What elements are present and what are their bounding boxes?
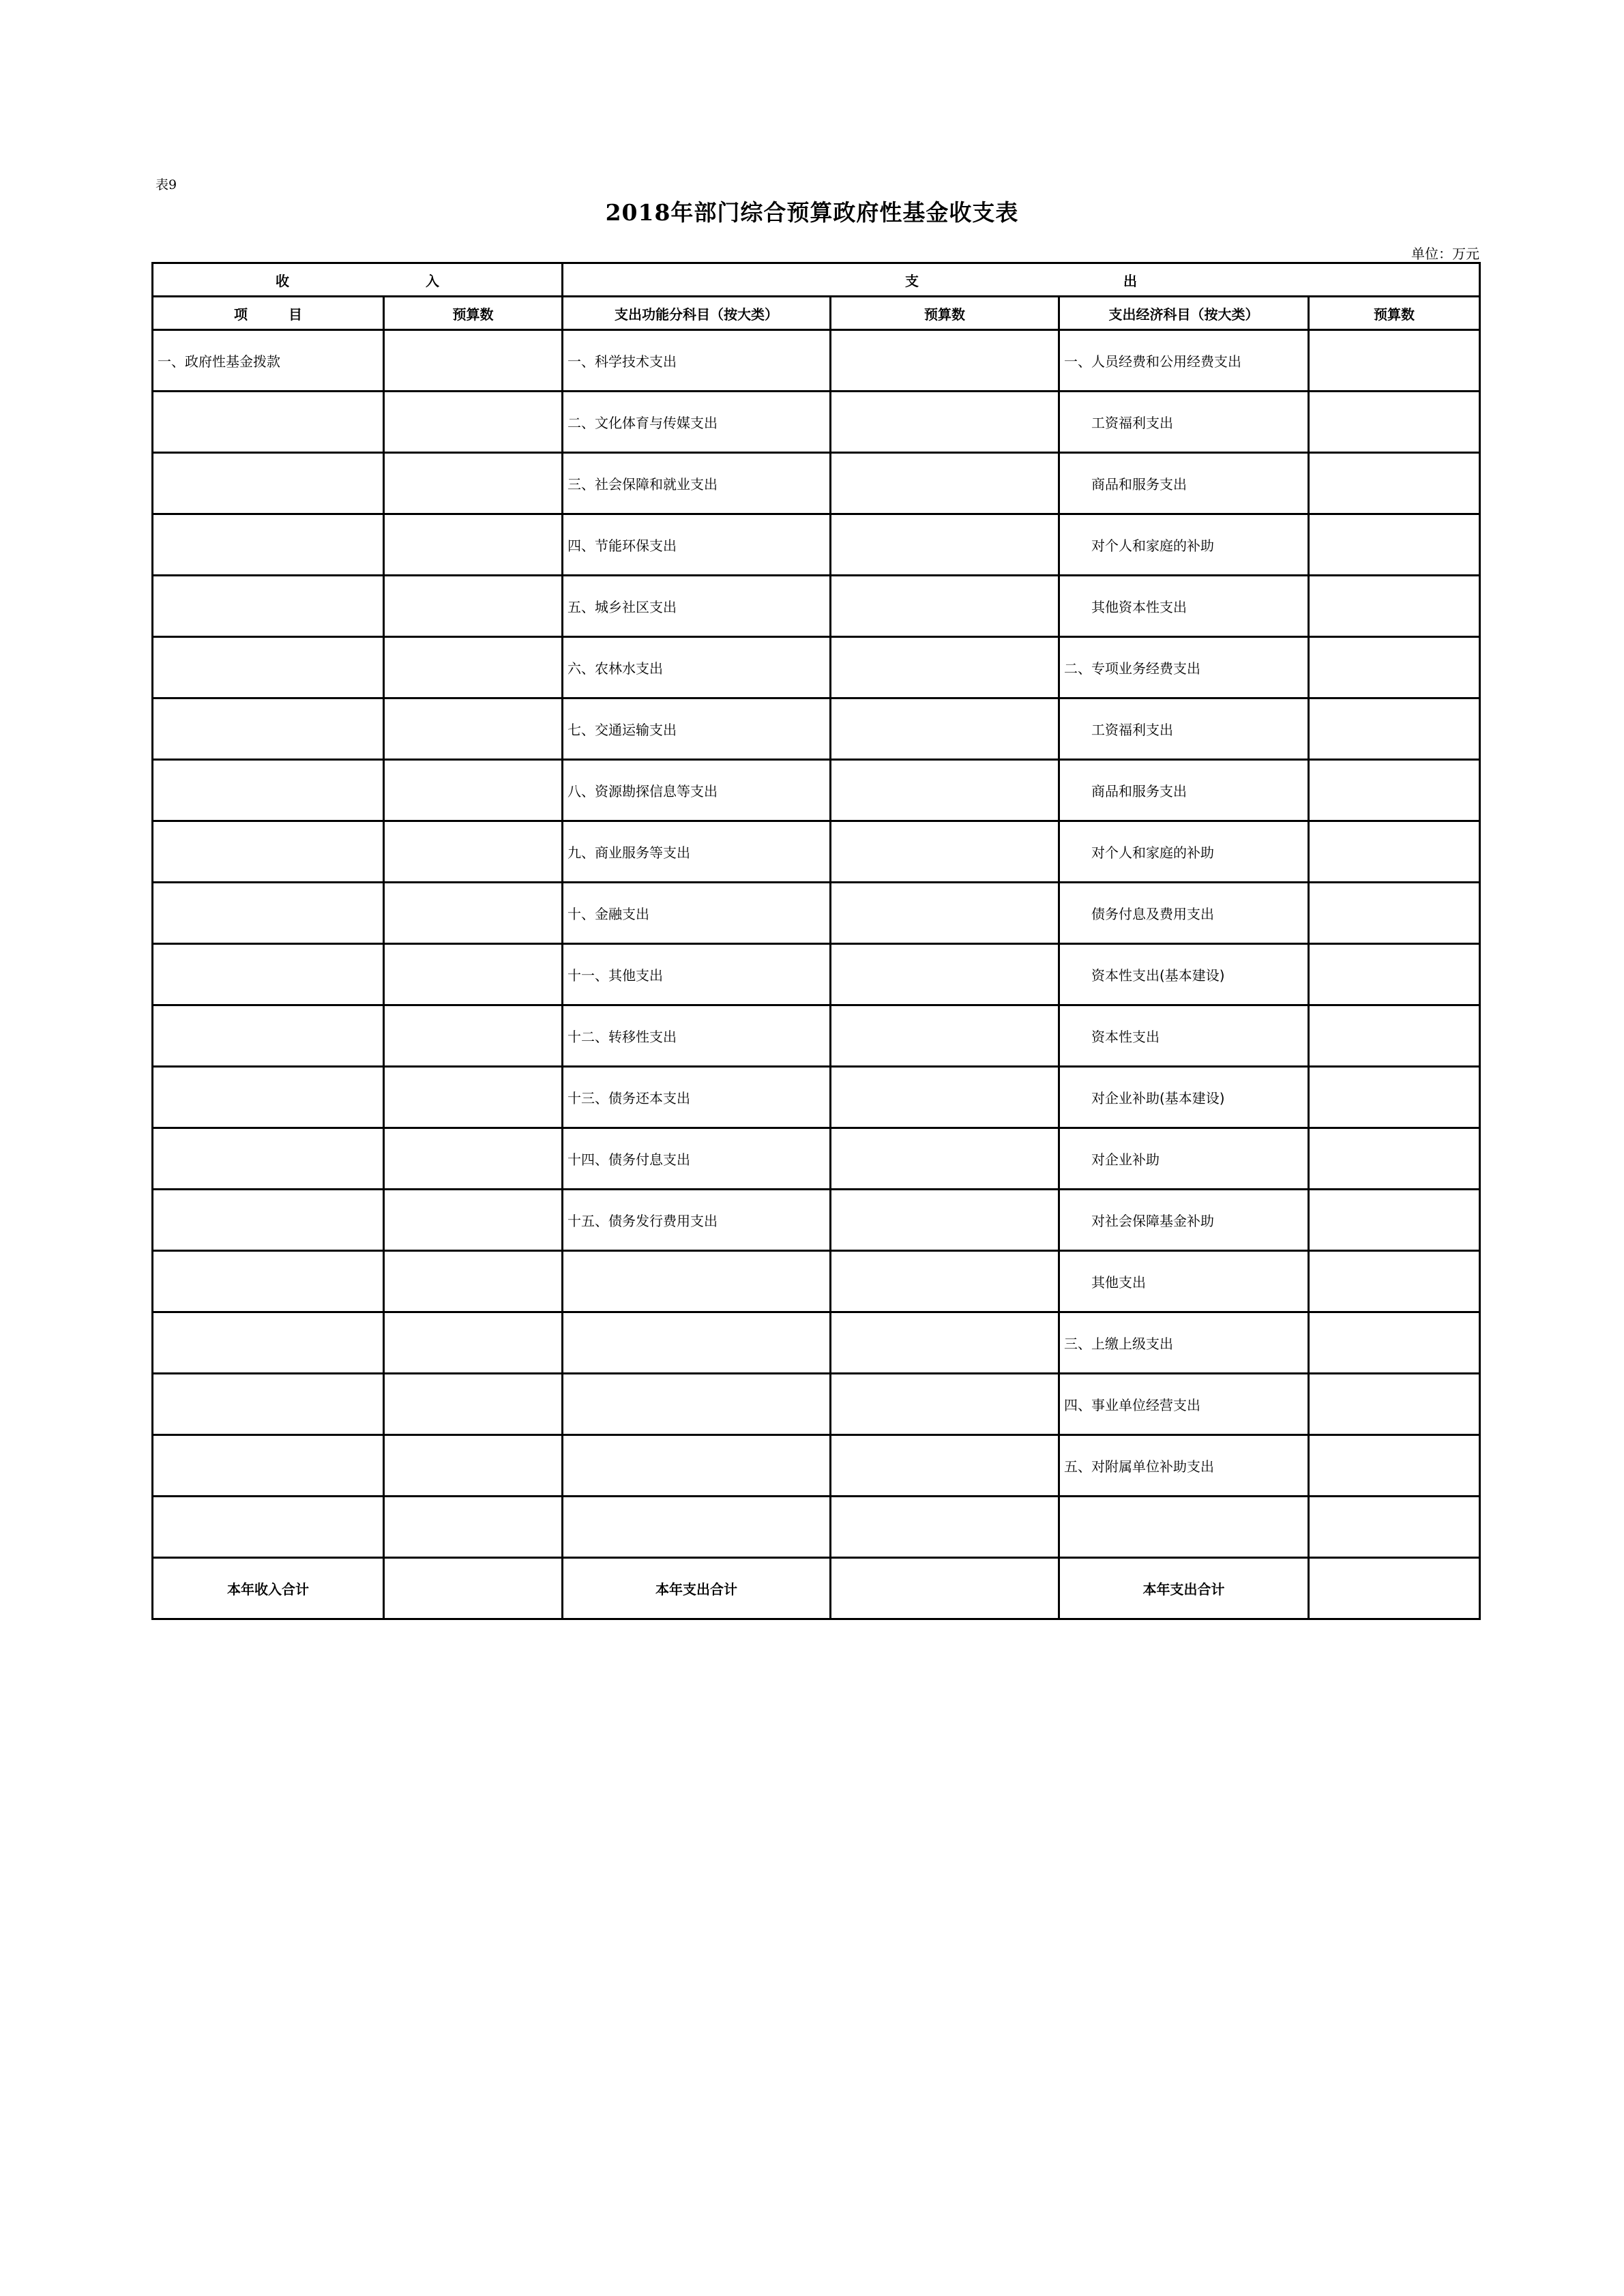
income-budget-cell: [384, 1435, 563, 1497]
income-budget-cell: [384, 576, 563, 637]
income-item-cell: [153, 698, 384, 760]
func-class-cell: 五、城乡社区支出: [563, 576, 831, 637]
econ-budget-cell: [1309, 760, 1480, 821]
econ-class-cell: 工资福利支出: [1059, 392, 1309, 453]
econ-budget-cell: [1309, 1128, 1480, 1190]
func-total-label: 本年支出合计: [563, 1558, 831, 1619]
func-budget-cell: [831, 637, 1059, 698]
func-class-cell: 十一、其他支出: [563, 944, 831, 1005]
func-class-cell: 三、社会保障和就业支出: [563, 453, 831, 514]
econ-class-cell: [1059, 1497, 1309, 1558]
econ-class-cell: 二、专项业务经费支出: [1059, 637, 1309, 698]
func-budget-cell: [831, 821, 1059, 883]
econ-budget-cell: [1309, 1497, 1480, 1558]
func-class-cell: [563, 1312, 831, 1374]
table-row: [153, 1374, 1480, 1435]
econ-budget-cell: [1309, 392, 1480, 453]
item-header-char-2: 目: [289, 306, 302, 323]
econ-class-cell: 三、上缴上级支出: [1059, 1312, 1309, 1374]
income-item-cell: [153, 576, 384, 637]
income-budget-cell: [384, 392, 563, 453]
income-budget-cell: [384, 698, 563, 760]
econ-class-cell: 商品和服务支出: [1059, 760, 1309, 821]
func-total-value: [831, 1558, 1059, 1619]
func-class-cell: 二、文化体育与传媒支出: [563, 392, 831, 453]
item-column-header: [153, 297, 384, 330]
table-row: [153, 392, 1480, 453]
econ-class-cell: 资本性支出: [1059, 1005, 1309, 1067]
income-budget-cell: [384, 1190, 563, 1251]
income-budget-cell: [384, 453, 563, 514]
econ-class-cell: 其他资本性支出: [1059, 576, 1309, 637]
func-budget-column-header: 预算数: [831, 297, 1059, 330]
income-item-cell: [153, 1312, 384, 1374]
income-item-cell: [153, 883, 384, 944]
table-row: [153, 1251, 1480, 1312]
table-row: [153, 1128, 1480, 1190]
income-item-cell: [153, 392, 384, 453]
income-budget-cell: [384, 637, 563, 698]
income-item-cell: [153, 1251, 384, 1312]
income-section-header: [153, 263, 563, 297]
econ-budget-cell: [1309, 1312, 1480, 1374]
income-budget-cell: [384, 944, 563, 1005]
unit-label: 单位：万元: [1411, 246, 1479, 262]
income-item-cell: [153, 514, 384, 576]
income-budget-cell: [384, 1312, 563, 1374]
econ-budget-cell: [1309, 1435, 1480, 1497]
income-total-label: 本年收入合计: [153, 1558, 384, 1619]
econ-budget-cell: [1309, 514, 1480, 576]
income-item-cell: 一、政府性基金拨款: [153, 330, 384, 392]
table-number: 表9: [156, 177, 177, 192]
income-item-cell: [153, 821, 384, 883]
econ-class-column-header: 支出经济科目（按大类）: [1059, 297, 1309, 330]
econ-class-cell: 对个人和家庭的补助: [1059, 821, 1309, 883]
func-class-cell: 六、农林水支出: [563, 637, 831, 698]
income-budget-cell: [384, 883, 563, 944]
income-budget-cell: [384, 1251, 563, 1312]
table-row: [153, 330, 1480, 392]
header-row-columns: [153, 297, 1480, 330]
income-budget-column-header: 预算数: [384, 297, 563, 330]
table-row: [153, 760, 1480, 821]
econ-budget-cell: [1309, 330, 1480, 392]
func-class-cell: 十、金融支出: [563, 883, 831, 944]
expense-section-header: [563, 263, 1480, 297]
table-row: [153, 1497, 1480, 1558]
func-budget-cell: [831, 1251, 1059, 1312]
func-class-cell: 十五、债务发行费用支出: [563, 1190, 831, 1251]
func-budget-cell: [831, 1497, 1059, 1558]
econ-class-cell: 资本性支出(基本建设): [1059, 944, 1309, 1005]
page-title: 2018年部门综合预算政府性基金收支表: [605, 199, 1019, 226]
econ-budget-cell: [1309, 1005, 1480, 1067]
econ-budget-cell: [1309, 1067, 1480, 1128]
income-item-cell: [153, 944, 384, 1005]
table-row: [153, 944, 1480, 1005]
func-class-cell: [563, 1435, 831, 1497]
econ-class-cell: 商品和服务支出: [1059, 453, 1309, 514]
func-budget-cell: [831, 1374, 1059, 1435]
func-budget-cell: [831, 453, 1059, 514]
table-row: [153, 576, 1480, 637]
expense-header-char-2: 出: [1123, 272, 1137, 289]
econ-class-cell: 债务付息及费用支出: [1059, 883, 1309, 944]
func-class-cell: [563, 1497, 831, 1558]
econ-budget-cell: [1309, 821, 1480, 883]
func-budget-cell: [831, 1128, 1059, 1190]
income-total-value: [384, 1558, 563, 1619]
econ-budget-cell: [1309, 637, 1480, 698]
func-budget-cell: [831, 576, 1059, 637]
econ-class-cell: 对企业补助(基本建设): [1059, 1067, 1309, 1128]
header-row-sections: [153, 263, 1480, 297]
income-budget-cell: [384, 330, 563, 392]
econ-total-label: 本年支出合计: [1059, 1558, 1309, 1619]
table-row: [153, 1190, 1480, 1251]
func-budget-cell: [831, 330, 1059, 392]
econ-budget-cell: [1309, 883, 1480, 944]
income-budget-cell: [384, 1497, 563, 1558]
func-class-cell: 十三、债务还本支出: [563, 1067, 831, 1128]
func-budget-cell: [831, 392, 1059, 453]
income-budget-cell: [384, 1067, 563, 1128]
income-budget-cell: [384, 1374, 563, 1435]
income-item-cell: [153, 760, 384, 821]
func-class-cell: 七、交通运输支出: [563, 698, 831, 760]
econ-budget-cell: [1309, 453, 1480, 514]
econ-class-cell: 五、对附属单位补助支出: [1059, 1435, 1309, 1497]
income-item-cell: [153, 453, 384, 514]
table-body: [153, 330, 1480, 1558]
func-class-cell: 八、资源勘探信息等支出: [563, 760, 831, 821]
income-item-cell: [153, 1374, 384, 1435]
func-class-cell: 十二、转移性支出: [563, 1005, 831, 1067]
func-budget-cell: [831, 698, 1059, 760]
func-budget-cell: [831, 944, 1059, 1005]
func-budget-cell: [831, 1312, 1059, 1374]
func-budget-cell: [831, 1190, 1059, 1251]
budget-table: [151, 262, 1481, 1620]
func-class-cell: [563, 1251, 831, 1312]
econ-class-cell: 一、人员经费和公用经费支出: [1059, 330, 1309, 392]
econ-budget-cell: [1309, 1374, 1480, 1435]
income-budget-cell: [384, 514, 563, 576]
expense-header-char-1: 支: [905, 272, 919, 289]
totals-row: [153, 1558, 1480, 1619]
income-item-cell: [153, 1005, 384, 1067]
func-budget-cell: [831, 1067, 1059, 1128]
func-budget-cell: [831, 1005, 1059, 1067]
func-budget-cell: [831, 1435, 1059, 1497]
table-row: [153, 453, 1480, 514]
func-class-column-header: 支出功能分科目（按大类）: [563, 297, 831, 330]
econ-budget-cell: [1309, 1190, 1480, 1251]
table-row: [153, 883, 1480, 944]
table-row: [153, 1067, 1480, 1128]
income-header-char-2: 入: [426, 272, 439, 289]
income-item-cell: [153, 1128, 384, 1190]
income-header-char-1: 收: [276, 272, 289, 289]
econ-budget-cell: [1309, 1251, 1480, 1312]
econ-class-cell: 工资福利支出: [1059, 698, 1309, 760]
income-budget-cell: [384, 1128, 563, 1190]
income-budget-cell: [384, 760, 563, 821]
econ-budget-column-header: 预算数: [1309, 297, 1480, 330]
func-class-cell: 四、节能环保支出: [563, 514, 831, 576]
func-budget-cell: [831, 883, 1059, 944]
table-row: [153, 1312, 1480, 1374]
income-budget-cell: [384, 821, 563, 883]
item-header-char-1: 项: [234, 306, 248, 323]
func-class-cell: 一、科学技术支出: [563, 330, 831, 392]
func-class-cell: 九、商业服务等支出: [563, 821, 831, 883]
econ-class-cell: 对个人和家庭的补助: [1059, 514, 1309, 576]
table-row: [153, 698, 1480, 760]
func-class-cell: [563, 1374, 831, 1435]
func-class-cell: 十四、债务付息支出: [563, 1128, 831, 1190]
econ-class-cell: 其他支出: [1059, 1251, 1309, 1312]
income-item-cell: [153, 637, 384, 698]
table-row: [153, 637, 1480, 698]
econ-budget-cell: [1309, 576, 1480, 637]
econ-budget-cell: [1309, 698, 1480, 760]
table-row: [153, 1435, 1480, 1497]
table-row: [153, 821, 1480, 883]
income-item-cell: [153, 1497, 384, 1558]
econ-total-value: [1309, 1558, 1480, 1619]
func-budget-cell: [831, 760, 1059, 821]
income-item-cell: [153, 1435, 384, 1497]
econ-class-cell: 对企业补助: [1059, 1128, 1309, 1190]
table-row: [153, 514, 1480, 576]
func-budget-cell: [831, 514, 1059, 576]
income-budget-cell: [384, 1005, 563, 1067]
income-item-cell: [153, 1067, 384, 1128]
econ-class-cell: 四、事业单位经营支出: [1059, 1374, 1309, 1435]
econ-class-cell: 对社会保障基金补助: [1059, 1190, 1309, 1251]
table-row: [153, 1005, 1480, 1067]
income-item-cell: [153, 1190, 384, 1251]
econ-budget-cell: [1309, 944, 1480, 1005]
